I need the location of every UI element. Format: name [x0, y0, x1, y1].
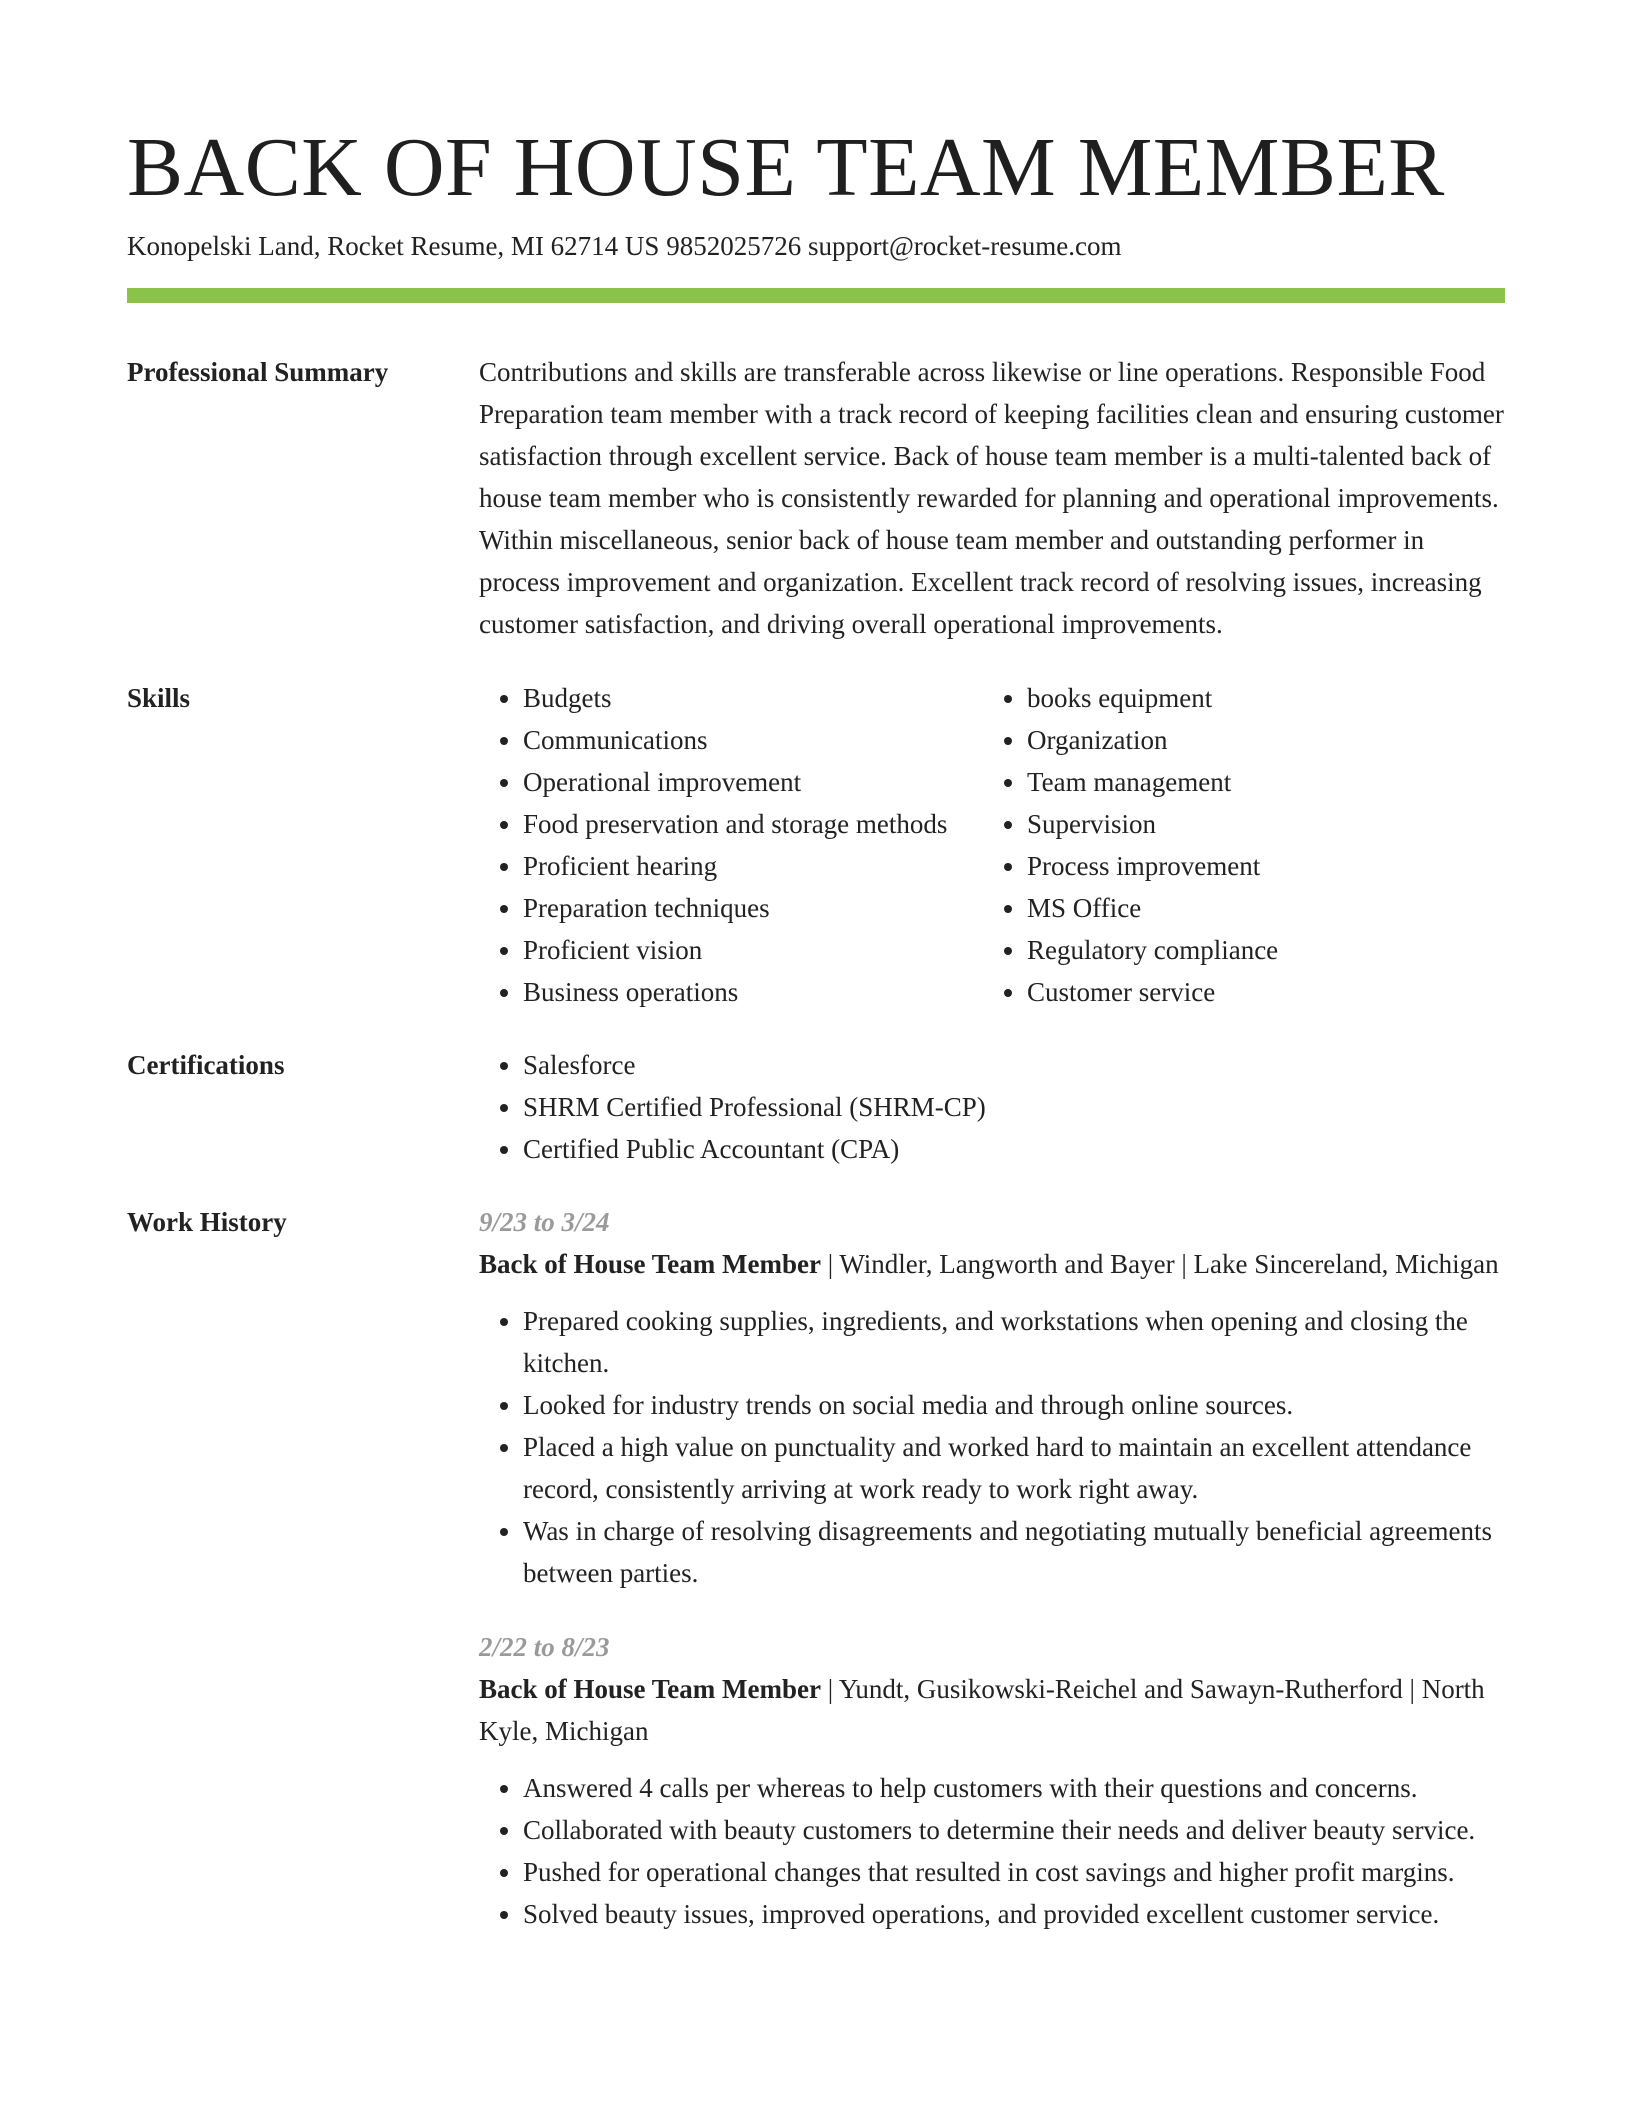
- skill-item: • Communications: [523, 719, 983, 761]
- summary-section: [127, 351, 1505, 645]
- summary-text: Contributions and skills are transferable across likewise or line operations. Responsible Food Preparation team member with a track record of keeping facilities clean and ensuring customer satisfaction through excellent service. Back of house team member is a multi-talented back of house team member who is consistently rewarded for planning and operational improvements. Within miscellaneous, senior back of house team member and outstanding performer in process improvement and organization. Excellent track record of resolving issues, increasing customer satisfaction, and driving overall operational improvements.: [479, 357, 1504, 639]
- skill-item: • Business operations: [523, 971, 983, 1013]
- skill-item: • Preparation techniques: [523, 887, 983, 929]
- job-heading: [479, 1243, 1505, 1285]
- job-title: Back of House Team Member: [479, 1674, 821, 1704]
- skill-item: • Proficient vision: [523, 929, 983, 971]
- work-history-section: [127, 1201, 1505, 1935]
- certifications-section: [127, 1044, 1505, 1170]
- job-dates: 9/23 to 3/24: [479, 1207, 610, 1237]
- work-history-body: [479, 1201, 1505, 1935]
- skill-item: • Supervision: [1027, 803, 1487, 845]
- skills-body: [479, 677, 1505, 1013]
- job-duty: • Was in charge of resolving disagreements and negotiating mutually beneficial agreements between parties.: [523, 1510, 1505, 1594]
- skills-section: [127, 677, 1505, 1013]
- job-title: Back of House Team Member: [479, 1249, 821, 1279]
- skill-item: • MS Office: [1027, 887, 1487, 929]
- summary-heading: Professional Summary: [127, 357, 389, 387]
- job-duty: • Solved beauty issues, improved operations, and provided excellent customer service.: [523, 1893, 1505, 1935]
- job-duty: • Prepared cooking supplies, ingredients, and workstations when opening and closing the kitchen.: [523, 1300, 1505, 1384]
- skill-item: • Proficient hearing: [523, 845, 983, 887]
- skill-item: • Team management: [1027, 761, 1487, 803]
- skill-item: • Operational improvement: [523, 761, 983, 803]
- job-entry: [479, 1201, 1505, 1594]
- job-heading: [479, 1668, 1505, 1752]
- skill-item: • Food preservation and storage methods: [523, 803, 983, 845]
- job-entry: [479, 1626, 1505, 1935]
- job-duties-list: [479, 1767, 1505, 1935]
- job-employer-location: | Yundt, Gusikowski-Reichel and Sawayn-Rutherford | North Kyle, Michigan: [479, 1674, 1485, 1746]
- certifications-heading: Certifications: [127, 1050, 285, 1080]
- skill-item: • Customer service: [1027, 971, 1487, 1013]
- skill-item: • Process improvement: [1027, 845, 1487, 887]
- skills-columns: [479, 677, 1505, 1013]
- contact-line: Konopelski Land, Rocket Resume, MI 62714 US 9852025726 support@rocket-resume.com: [127, 231, 1122, 261]
- certifications-body: [479, 1044, 1505, 1170]
- skills-list-right: [983, 677, 1487, 1013]
- work-history-heading: Work History: [127, 1207, 287, 1237]
- skills-list-left: [479, 677, 983, 1013]
- job-dates: 2/22 to 8/23: [479, 1632, 610, 1662]
- job-duty: • Pushed for operational changes that resulted in cost savings and higher profit margins.: [523, 1851, 1505, 1893]
- certifications-list: [479, 1044, 1505, 1170]
- certification-item: • Certified Public Accountant (CPA): [523, 1128, 1505, 1170]
- skill-item: • Regulatory compliance: [1027, 929, 1487, 971]
- job-duty: • Collaborated with beauty customers to determine their needs and deliver beauty service.: [523, 1809, 1505, 1851]
- job-employer-location: | Windler, Langworth and Bayer | Lake Sincereland, Michigan: [820, 1249, 1499, 1279]
- job-duty: • Placed a high value on punctuality and worked hard to maintain an excellent attendance record, consistently arriving at work ready to work right away.: [523, 1426, 1505, 1510]
- summary-body: [479, 351, 1505, 645]
- skill-item: • Budgets: [523, 677, 983, 719]
- resume-name-title: BACK OF HOUSE TEAM MEMBER: [127, 121, 1445, 214]
- certification-item: • Salesforce: [523, 1044, 1505, 1086]
- skill-item: • Organization: [1027, 719, 1487, 761]
- header-divider: [127, 288, 1505, 303]
- skills-heading: Skills: [127, 683, 191, 713]
- certification-item: • SHRM Certified Professional (SHRM-CP): [523, 1086, 1505, 1128]
- skill-item: • books equipment: [1027, 677, 1487, 719]
- job-duties-list: [479, 1300, 1505, 1594]
- job-duty: • Answered 4 calls per whereas to help customers with their questions and concerns.: [523, 1767, 1505, 1809]
- job-duty: • Looked for industry trends on social media and through online sources.: [523, 1384, 1505, 1426]
